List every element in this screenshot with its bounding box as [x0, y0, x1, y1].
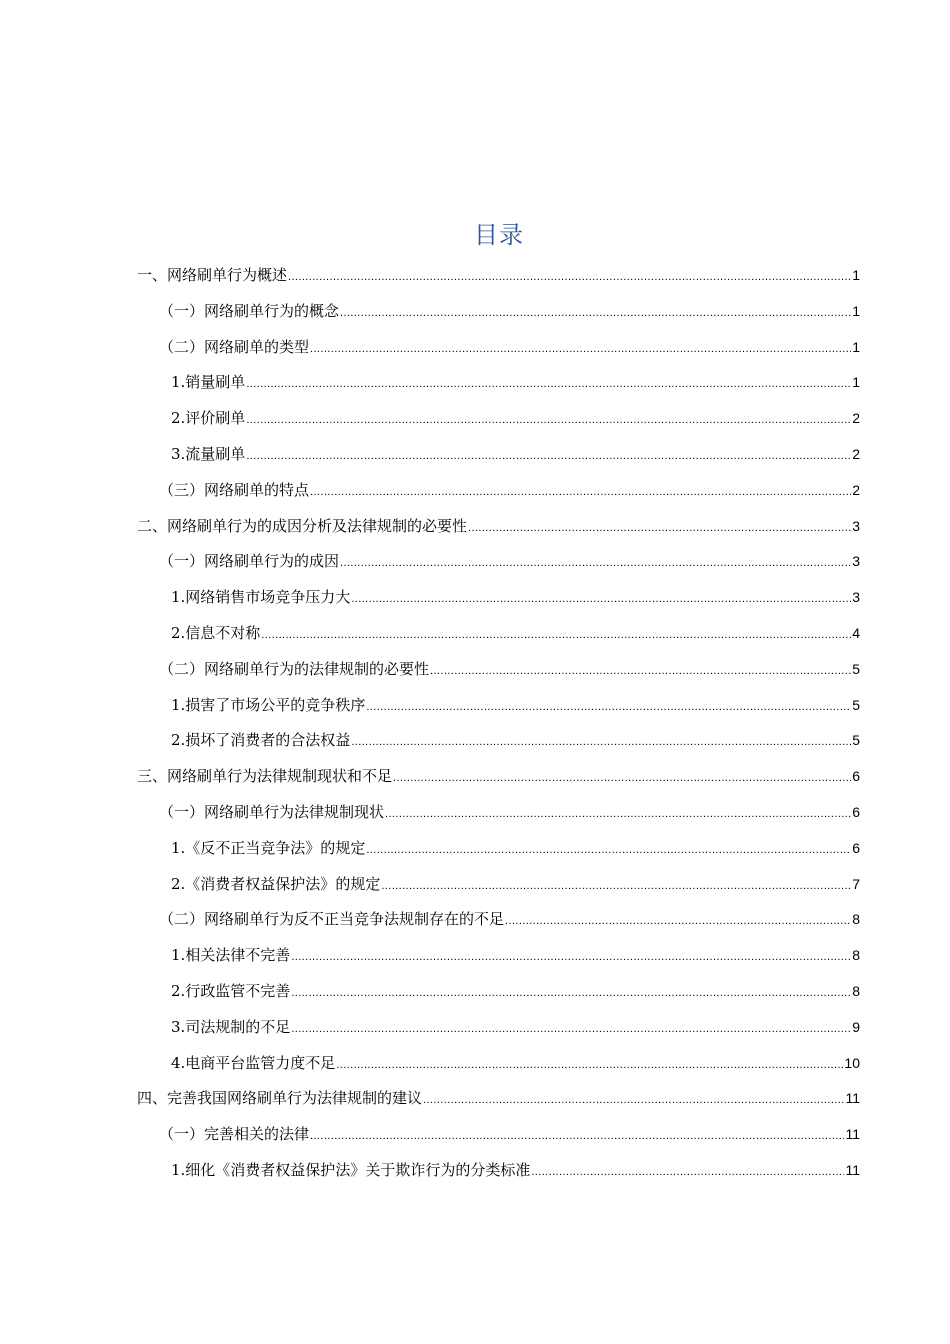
toc-entry[interactable]: [137, 330, 860, 366]
toc-page-number: 3: [852, 553, 860, 570]
toc-entry-text: 1.损害了市场公平的竞争秩序: [171, 695, 366, 714]
toc-dot-leader: [340, 546, 851, 582]
toc-dot-leader: [430, 654, 851, 690]
toc-entry[interactable]: [137, 473, 860, 509]
toc-dot-leader: [393, 761, 851, 797]
toc-entry-text: 二、网络刷单行为的成因分析及法律规制的必要性: [137, 516, 468, 535]
toc-dot-leader: [261, 618, 851, 654]
toc-entry[interactable]: [137, 616, 860, 652]
toc-entry-text: 3.流量刷单: [171, 444, 246, 463]
toc-entry[interactable]: [137, 867, 860, 903]
toc-entry-text: （一）网络刷单行为的概念: [159, 301, 340, 320]
toc-title: 目录: [474, 221, 524, 249]
toc-entry[interactable]: [137, 1081, 860, 1117]
toc-entry-text: 1.网络销售市场竞争压力大: [171, 588, 351, 607]
toc-entry[interactable]: [137, 1010, 860, 1046]
toc-entry-text: 2.评价刷单: [171, 409, 246, 428]
toc-dot-leader: [310, 332, 851, 368]
toc-entry-text: 1.细化《消费者权益保护法》关于欺诈行为的分类标准: [171, 1160, 531, 1179]
toc-page-number: 2: [852, 445, 860, 462]
toc-entry-text: （一）完善相关的法律: [159, 1125, 310, 1144]
toc-entry[interactable]: [137, 544, 860, 580]
toc-entry-text: 1.《反不正当竞争法》的规定: [171, 838, 366, 857]
toc-dot-leader: [381, 869, 851, 905]
toc-page-number: 11: [845, 1126, 860, 1143]
toc-page-number: 6: [852, 768, 860, 785]
toc-entry[interactable]: [137, 365, 860, 401]
toc-entry[interactable]: [137, 1117, 860, 1153]
toc-entry[interactable]: [137, 652, 860, 688]
toc-entry[interactable]: [137, 974, 860, 1010]
toc-entry-text: 3.司法规制的不足: [171, 1017, 291, 1036]
toc-page-number: 8: [852, 947, 860, 964]
toc-page-number: 7: [852, 875, 860, 892]
toc-entry-text: 三、网络刷单行为法律规制现状和不足: [137, 767, 393, 786]
toc-entry-text: （一）网络刷单行为的成因: [159, 552, 340, 571]
toc-entry[interactable]: [137, 509, 860, 545]
toc-page-number: 11: [845, 1161, 860, 1178]
toc-dot-leader: [366, 690, 851, 726]
toc-page-number: 5: [852, 696, 860, 713]
toc-dot-leader: [291, 976, 851, 1012]
toc-dot-leader: [288, 260, 851, 296]
toc-page-number: 11: [845, 1090, 860, 1107]
toc-entry[interactable]: [137, 580, 860, 616]
toc-entry[interactable]: [137, 902, 860, 938]
toc-dot-leader: [351, 582, 851, 618]
toc-entry-text: （二）网络刷单的类型: [159, 337, 310, 356]
toc-entry[interactable]: [137, 759, 860, 795]
toc-page-number: 3: [852, 589, 860, 606]
toc-page-number: 3: [852, 517, 860, 534]
toc-page-number: 1: [852, 267, 860, 283]
toc-entry[interactable]: [137, 723, 860, 759]
toc-dot-leader: [246, 403, 851, 439]
toc-entry[interactable]: [137, 688, 860, 724]
toc-page-number: 8: [852, 911, 860, 928]
toc-entry[interactable]: [137, 401, 860, 437]
toc-dot-leader: [246, 367, 851, 403]
toc-entry[interactable]: [137, 294, 860, 330]
toc-entry-text: 一、网络刷单行为概述: [137, 266, 288, 284]
toc-page-number: 1: [852, 338, 860, 355]
toc-dot-leader: [246, 439, 851, 475]
toc-page-number: 9: [852, 1018, 860, 1035]
toc-dot-leader: [291, 1012, 851, 1048]
toc-dot-leader: [291, 940, 851, 976]
toc-entry[interactable]: [137, 795, 860, 831]
toc-entry[interactable]: [137, 437, 860, 473]
toc-dot-leader: [531, 1155, 844, 1191]
toc-dot-leader: [366, 833, 851, 869]
toc-entry-text: 2.《消费者权益保护法》的规定: [171, 874, 381, 893]
toc-page-number: 5: [852, 732, 860, 749]
toc-entry[interactable]: [137, 1153, 860, 1189]
toc-entry-text: 1.销量刷单: [171, 373, 246, 392]
toc-dot-leader: [385, 797, 851, 833]
toc-page-number: 6: [852, 803, 860, 820]
toc-dot-leader: [423, 1083, 844, 1119]
toc-dot-leader: [336, 1048, 843, 1084]
toc-dot-leader: [505, 904, 851, 940]
toc-entry-text: 四、完善我国网络刷单行为法律规制的建议: [137, 1089, 423, 1108]
toc-entry-text: （三）网络刷单的特点: [159, 480, 310, 499]
toc-page-number: 6: [852, 839, 860, 856]
toc-page-number: 4: [852, 624, 860, 641]
toc-entry-text: 2.行政监管不完善: [171, 981, 291, 1000]
toc-page-number: 2: [852, 481, 860, 498]
toc-entry[interactable]: [137, 831, 860, 867]
table-of-contents: [137, 258, 860, 1189]
toc-dot-leader: [468, 511, 851, 547]
toc-entry-text: （一）网络刷单行为法律规制现状: [159, 802, 385, 821]
toc-page-number: 1: [852, 374, 860, 391]
toc-entry-text: 4.电商平台监管力度不足: [171, 1053, 336, 1072]
toc-page-number: 2: [852, 410, 860, 427]
toc-dot-leader: [310, 475, 851, 511]
toc-entry[interactable]: [137, 1046, 860, 1082]
toc-page-number: 8: [852, 982, 860, 999]
toc-page-number: 1: [852, 302, 860, 319]
toc-dot-leader: [340, 296, 851, 332]
toc-entry-text: 2.信息不对称: [171, 623, 261, 642]
toc-entry-text: 2.损坏了消费者的合法权益: [171, 731, 351, 750]
toc-page-number: 5: [852, 660, 860, 677]
toc-entry-text: （二）网络刷单行为反不正当竞争法规制存在的不足: [159, 910, 505, 929]
toc-dot-leader: [351, 725, 851, 761]
toc-dot-leader: [310, 1119, 844, 1155]
toc-entry-text: 1.相关法律不完善: [171, 946, 291, 965]
toc-entry[interactable]: [137, 258, 860, 294]
toc-entry[interactable]: [137, 938, 860, 974]
toc-entry-text: （二）网络刷单行为的法律规制的必要性: [159, 659, 430, 678]
toc-page-number: 10: [844, 1054, 860, 1071]
